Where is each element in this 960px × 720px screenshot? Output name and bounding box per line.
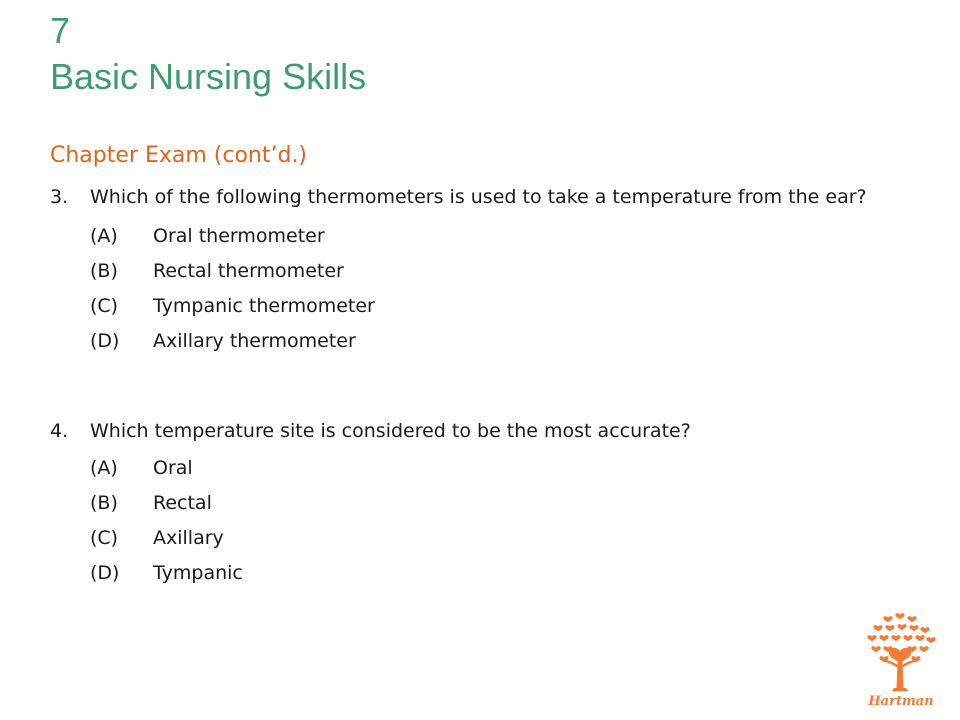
option-letter: (A): [90, 456, 118, 479]
answer-option-a: [90, 450, 920, 485]
option-text: Tympanic: [153, 561, 243, 584]
option-text: Rectal: [153, 491, 212, 514]
hartman-logo: [858, 604, 944, 710]
option-text: Rectal thermometer: [153, 259, 344, 282]
option-letter: (C): [90, 294, 119, 317]
option-text: Oral thermometer: [153, 224, 325, 247]
option-letter: (D): [90, 561, 120, 584]
logo-text: Hartman: [868, 694, 934, 709]
chapter-number: 7: [50, 10, 71, 51]
option-text: Tympanic thermometer: [153, 294, 375, 317]
answer-option-b: [90, 253, 920, 288]
answer-option-c: [90, 288, 920, 323]
question-3: [50, 184, 920, 358]
answer-options: [50, 450, 920, 590]
answer-option-d: [90, 555, 920, 590]
answer-option-d: [90, 323, 920, 358]
option-letter: (C): [90, 526, 119, 549]
question-4: [50, 418, 920, 590]
question-number: 4.: [50, 420, 69, 442]
answer-option-c: [90, 520, 920, 555]
section-title: Chapter Exam (cont’d.): [50, 143, 308, 168]
answer-options: [50, 218, 920, 358]
question-stem: [50, 184, 920, 210]
option-text: Oral: [153, 456, 193, 479]
option-letter: (A): [90, 224, 118, 247]
answer-option-a: [90, 218, 920, 253]
option-letter: (B): [90, 259, 118, 282]
question-stem: [50, 418, 920, 444]
option-letter: (D): [90, 329, 120, 352]
question-number: 3.: [50, 186, 69, 208]
question-text: Which of the following thermometers is used to take a temperature from the ear?: [90, 186, 867, 208]
chapter-title: Basic Nursing Skills: [50, 56, 367, 97]
option-text: Axillary: [153, 526, 224, 549]
option-text: Axillary thermometer: [153, 329, 356, 352]
heart-tree-icon: [858, 604, 944, 710]
option-letter: (B): [90, 491, 118, 514]
answer-option-b: [90, 485, 920, 520]
question-text: Which temperature site is considered to be the most accurate?: [90, 420, 691, 442]
